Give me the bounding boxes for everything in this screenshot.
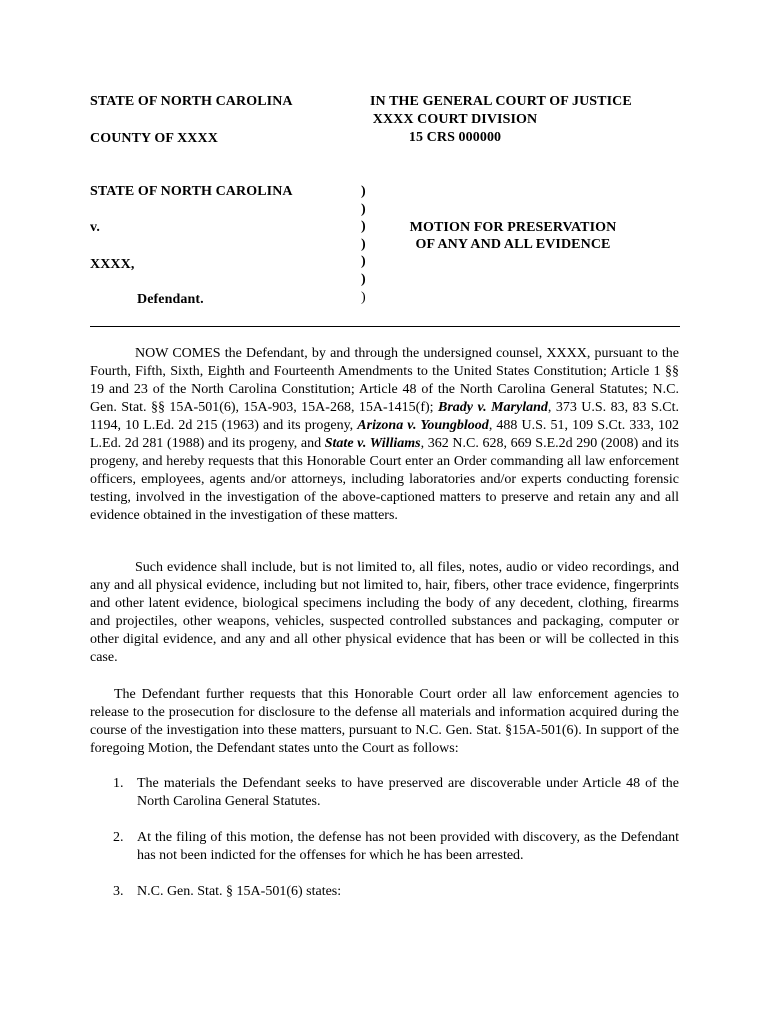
county-heading: COUNTY OF XXXX: [90, 131, 218, 146]
paren: ): [361, 219, 366, 235]
list-text: At the filing of this motion, the defense has not been provided with discovery, as the Defendant has not been indicted for the offenses for which he has been arrested.: [137, 830, 679, 863]
intro-text-c: , 488 U.S. 51, 109 S.Ct. 333, 102 L.Ed. 2d 281 (1988) and its progeny, and: [90, 418, 679, 451]
paren: ): [361, 201, 366, 217]
list-item: [113, 775, 679, 811]
intro-text-a: NOW COMES the Defendant, by and through the undersigned counsel, XXXX, pursuant to the Fourth, Fifth, Sixth, Eighth and Fourteenth Amendments to the United States Constitution; Article 1 §§ 19 and 23 of the North Carolina Constitution; Article 48 of the North Carolina General Statutes; N.C. Gen. Stat. §§ 15A-501(6), 15A-903, 15A-268, 15A-1415(f);: [90, 346, 679, 415]
motion-title-line1: MOTION FOR PRESERVATION: [409, 220, 617, 235]
paren: ): [361, 236, 366, 252]
paren: ): [361, 184, 366, 199]
state-heading: STATE OF NORTH CAROLINA: [90, 94, 293, 109]
caption-paren-column: [361, 183, 366, 306]
court-heading: IN THE GENERAL COURT OF JUSTICE: [370, 94, 632, 109]
paren: ): [361, 271, 366, 287]
case-citation-youngblood: Arizona v. Youngblood: [357, 418, 489, 433]
defendant-name: XXXX,: [90, 257, 135, 272]
caption-divider: [90, 326, 680, 327]
paren: ): [361, 254, 366, 270]
list-text: The materials the Defendant seeks to have preserved are discoverable under Article 48 of the North Carolina General Statutes.: [137, 776, 679, 809]
case-citation-brady: Brady v. Maryland: [438, 400, 548, 415]
list-number: 2.: [113, 830, 124, 845]
list-text: N.C. Gen. Stat. § 15A-501(6) states:: [137, 884, 342, 899]
request-paragraph: The Defendant further requests that this Honorable Court order all law enforcement agencies to release to the prosecution for disclosure to the defense all materials and information acquired during the course of the investigation into these matters, pursuant to N.C. Gen. Stat. §15A-501(6). In support of the foregoing Motion, the Defendant states unto the Court as follows:: [90, 687, 679, 756]
evidence-paragraph: Such evidence shall include, but is not limited to, all files, notes, audio or video recordings, and any and all physical evidence, including but not limited to, hair, fibers, other trace evidence, fingerprints and other latent evidence, biological specimens including the body of any decedent, clothing, firearms and projectiles, other weapons, vehicles, suspected controlled substances and packaging, computer or other digital evidence, and any and all other physical evidence that has been or will be collected in this case.: [90, 560, 679, 665]
list-number: 1.: [113, 776, 124, 791]
intro-text-d: , 362 N.C. 628, 669 S.E.2d 290 (2008) and its progeny, and hereby requests that this Honorable Court enter an Order commanding all law enforcement officers, employees, agents and/or attorneys, including laboratories and/or experts conducting forensic testing, involved in the investigation of the above-captioned matters to preserve and retain any and all evidence obtained in the investigation of these matters.: [90, 436, 679, 523]
paren: ): [361, 289, 366, 305]
case-number: 15 CRS 000000: [408, 130, 502, 145]
list-number: 3.: [113, 884, 124, 899]
plaintiff-name: STATE OF NORTH CAROLINA: [90, 184, 293, 199]
case-citation-williams: State v. Williams: [324, 436, 421, 451]
court-division: XXXX COURT DIVISION: [372, 112, 538, 127]
list-item: [113, 883, 679, 901]
intro-paragraph: [90, 345, 679, 525]
list-item: [113, 829, 679, 865]
motion-title-line2: OF ANY AND ALL EVIDENCE: [415, 237, 611, 252]
versus-label: v.: [90, 220, 100, 235]
defendant-label: Defendant.: [137, 292, 204, 307]
intro-text-b: , 373 U.S. 83, 83 S.Ct. 1194, 10 L.Ed. 2d 215 (1963) and its progeny,: [90, 400, 679, 433]
